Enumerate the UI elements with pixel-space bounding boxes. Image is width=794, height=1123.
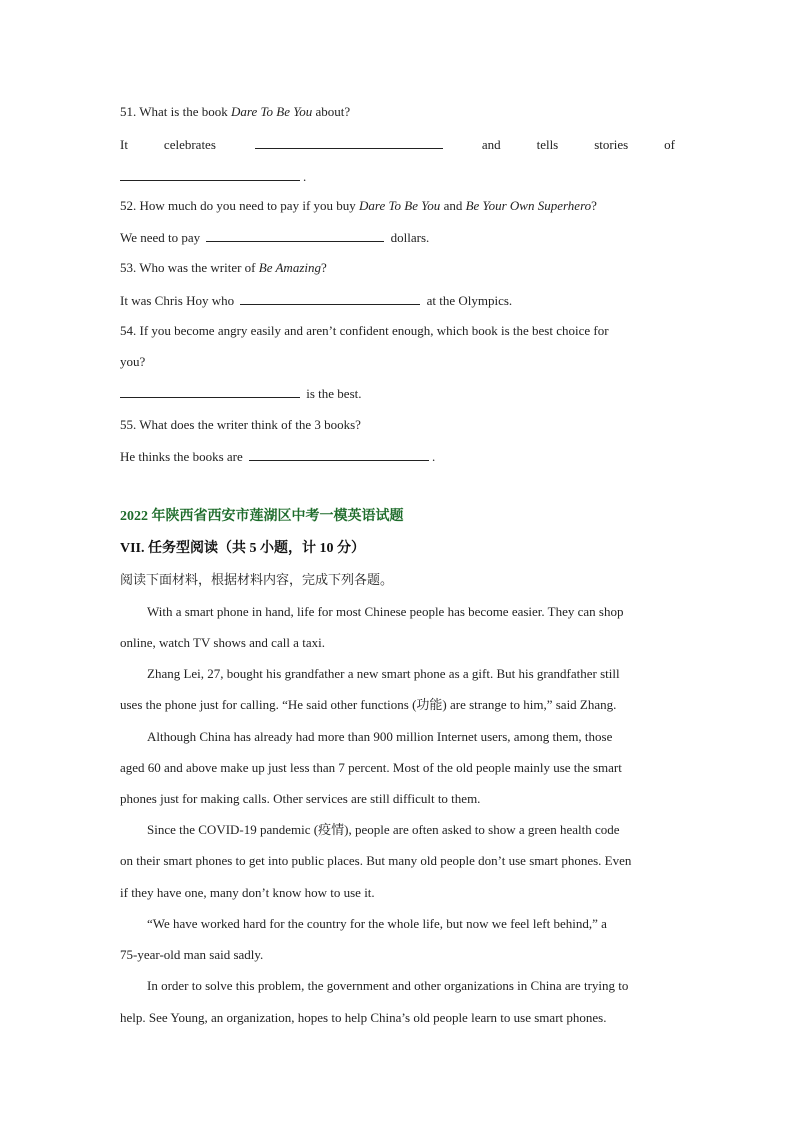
question-51 (120, 102, 675, 122)
passage-line: help. See Young, an organization, hopes to help China’s old people learn to use smart phones. (120, 1010, 607, 1025)
answer-text: at the Olympics. (423, 293, 513, 308)
question-text: 52. How much do you need to pay if you buy (120, 198, 360, 213)
answer-blank[interactable] (249, 446, 429, 461)
passage-line: Since the COVID-19 pandemic (疫情), people are often asked to show a green health code (147, 822, 620, 837)
book-title: Dare To Be You (359, 198, 441, 213)
answer-blank[interactable] (240, 290, 420, 305)
answer-51-line2 (120, 166, 675, 187)
question-text: 53. Who was the writer of (120, 260, 259, 275)
question-53 (120, 258, 675, 278)
question-54 (120, 321, 675, 341)
passage-line: if they have one, many don’t know how to use it. (120, 885, 375, 900)
answer-text: . (303, 169, 307, 184)
passage-line: In order to solve this problem, the government and other organizations in China are trying to (147, 978, 629, 993)
question-55 (120, 415, 675, 435)
answer-blank[interactable] (120, 383, 300, 398)
passage-line: online, watch TV shows and call a taxi. (120, 635, 325, 650)
book-title: Be Amazing (258, 260, 321, 275)
question-text: 51. What is the book (120, 104, 231, 119)
book-title: Be Your Own Superhero (465, 198, 592, 213)
passage-line: 75-year-old man said sadly. (120, 947, 264, 962)
passage-line: Although China has already had more than 900 million Internet users, among them, those (147, 729, 613, 744)
passage-line: aged 60 and above make up just less than 7 percent. Most of the old people mainly use the smart (120, 760, 622, 775)
passage-line: Zhang Lei, 27, bought his grandfather a new smart phone as a gift. But his grandfather still (147, 666, 620, 681)
book-title: Dare To Be You (230, 104, 313, 119)
answer-word: celebrates (163, 137, 216, 152)
passage-line: uses the phone just for calling. “He said other functions (功能) are strange to him,” said Zhang. (120, 697, 617, 712)
question-text: and (440, 198, 466, 213)
instruction-text: 阅读下面材料，根据材料内容，完成下列各题。 (120, 572, 394, 587)
answer-word: tells (536, 137, 559, 152)
question-text: about? (312, 104, 351, 119)
question-text: you? (120, 354, 146, 369)
answer-word: stories (594, 137, 629, 152)
answer-word: and (481, 137, 501, 152)
answer-text: is the best. (303, 386, 362, 401)
answer-blank[interactable] (206, 227, 384, 242)
answer-55 (120, 446, 675, 467)
answer-52 (120, 227, 675, 248)
answer-text: We need to pay (120, 230, 204, 245)
answer-54 (120, 383, 675, 404)
question-text: 55. What does the writer think of the 3 books? (120, 417, 361, 432)
answer-text: . (432, 449, 436, 464)
passage-line: With a smart phone in hand, life for most Chinese people has become easier. They can shop (147, 604, 624, 619)
question-text: ? (321, 260, 327, 275)
answer-51-line1 (120, 134, 675, 155)
part-title: VII. 任务型阅读（共 5 小题，计 10 分） (120, 541, 366, 556)
answer-word: of (664, 137, 675, 152)
answer-text: It was Chris Hoy who (120, 293, 238, 308)
answer-word: It (120, 137, 128, 152)
passage-line: phones just for making calls. Other services are still difficult to them. (120, 791, 481, 806)
answer-text: He thinks the books are (120, 449, 247, 464)
answer-53 (120, 290, 675, 311)
question-text: ? (591, 198, 597, 213)
answer-blank[interactable] (120, 166, 300, 181)
exam-title: 2022 年陕西省西安市莲湖区中考一模英语试题 (120, 509, 404, 524)
passage-line: “We have worked hard for the country for the whole life, but now we feel left behind,” a (147, 916, 607, 931)
answer-blank[interactable] (255, 134, 443, 149)
question-52 (120, 196, 675, 216)
passage-line: on their smart phones to get into public places. But many old people don’t use smart phones. Even (120, 853, 632, 868)
answer-text: dollars. (387, 230, 430, 245)
question-54-cont (120, 352, 675, 372)
question-text: 54. If you become angry easily and aren’t confident enough, which book is the best choice for (120, 323, 609, 338)
